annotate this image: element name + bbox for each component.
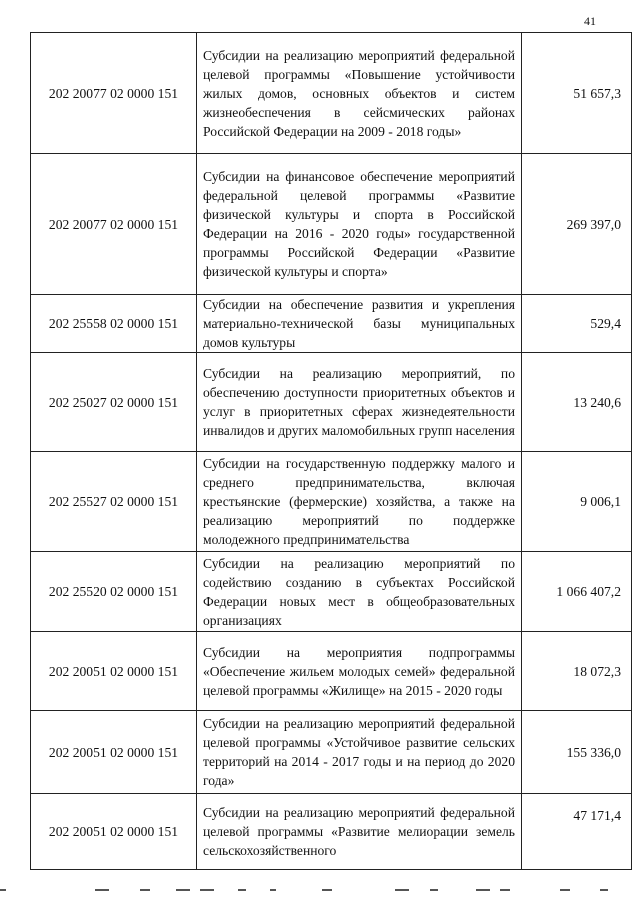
budget-code: 202 20077 02 0000 151 [31, 154, 197, 295]
budget-code: 202 25027 02 0000 151 [31, 353, 197, 452]
table-row [31, 711, 632, 794]
table-row [31, 632, 632, 711]
subsidy-description: Субсидии на реализацию мероприятий федеральной целевой программы «Повышение устойчивости жилых домов, основных объектов и систем жизнеобеспечения в сейсмических районах Российской Федерации на 2009 - 2018 годы» [197, 33, 522, 154]
subsidy-amount: 18 072,3 [522, 632, 632, 711]
budget-code: 202 20051 02 0000 151 [31, 632, 197, 711]
table-row [31, 33, 632, 154]
table-row [31, 452, 632, 552]
table-row [31, 552, 632, 632]
budget-code: 202 20051 02 0000 151 [31, 711, 197, 794]
budget-code: 202 20051 02 0000 151 [31, 794, 197, 870]
budget-code: 202 25558 02 0000 151 [31, 295, 197, 353]
subsidy-amount: 529,4 [522, 295, 632, 353]
budget-code: 202 25520 02 0000 151 [31, 552, 197, 632]
subsidy-description: Субсидии на реализацию мероприятий федеральной целевой программы «Развитие мелиорации земель сельскохозяйственного [197, 794, 522, 870]
budget-code: 202 25527 02 0000 151 [31, 452, 197, 552]
subsidy-amount: 13 240,6 [522, 353, 632, 452]
subsidy-description: Субсидии на реализацию мероприятий по содействию созданию в субъектах Российской Федерации новых мест в общеобразовательных организациях [197, 552, 522, 632]
subsidy-amount: 269 397,0 [522, 154, 632, 295]
page-number: 41 [584, 14, 596, 28]
subsidy-description: Субсидии на мероприятия подпрограммы «Обеспечение жильем молодых семей» федеральной целевой программы «Жилище» на 2015 - 2020 годы [197, 632, 522, 711]
subsidy-amount: 51 657,3 [522, 33, 632, 154]
subsidy-description: Субсидии на обеспечение развития и укрепления материально-технической базы муниципальных домов культуры [197, 295, 522, 353]
budget-subsidies-table [30, 32, 632, 870]
subsidy-description: Субсидии на государственную поддержку малого и среднего предпринимательства, включая крестьянские (фермерские) хозяйства, а также на реализацию мероприятий по поддержке молодежного предпринимательства [197, 452, 522, 552]
table-row [31, 353, 632, 452]
subsidy-amount: 1 066 407,2 [522, 552, 632, 632]
subsidy-description: Субсидии на реализацию мероприятий федеральной целевой программы «Устойчивое развитие сельских территорий на 2014 - 2017 годы и на период до 2020 года» [197, 711, 522, 794]
scan-edge-artifact [0, 883, 640, 897]
subsidy-amount: 9 006,1 [522, 452, 632, 552]
subsidy-amount: 155 336,0 [522, 711, 632, 794]
subsidy-amount: 47 171,4 [522, 794, 632, 870]
subsidy-description: Субсидии на реализацию мероприятий, по обеспечению доступности приоритетных объектов и услуг в приоритетных сферах жизнедеятельности инвалидов и других маломобильных групп населения [197, 353, 522, 452]
table-row [31, 295, 632, 353]
subsidy-description: Субсидии на финансовое обеспечение мероприятий федеральной целевой программы «Развитие физической культуры и спорта в Российской Федерации на 2016 - 2020 годы» государственной программы Российской Федерации «Развитие физической культуры и спорта» [197, 154, 522, 295]
table-row [31, 794, 632, 870]
table-row [31, 154, 632, 295]
budget-code: 202 20077 02 0000 151 [31, 33, 197, 154]
